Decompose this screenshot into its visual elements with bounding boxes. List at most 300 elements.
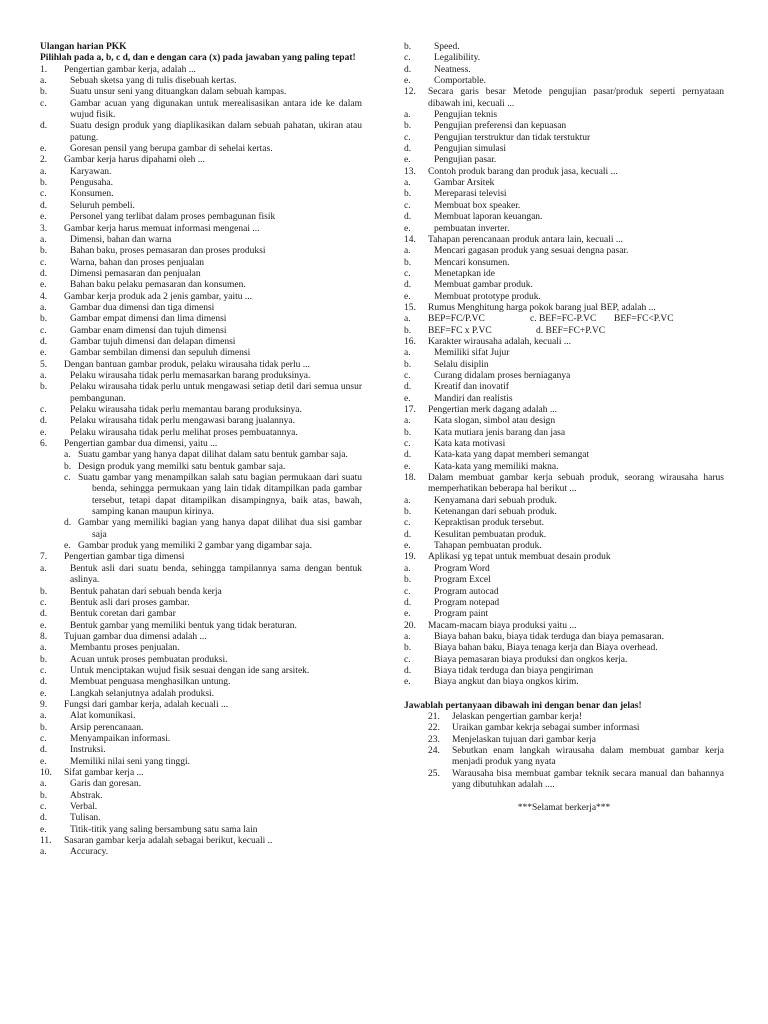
question-stem (404, 473, 724, 496)
answer-option (404, 121, 724, 132)
answer-option (40, 847, 362, 858)
question-number: 20. (404, 620, 416, 631)
option-letter: e. (404, 223, 411, 234)
option-letter: a. (40, 234, 47, 245)
option-text: Personel yang terlibat dalam proses pembagunan fisik (70, 212, 276, 223)
answer-option (40, 813, 362, 824)
essay-text: Sebutkan enam langkah wirausaha dalam membuat gambar kerja menjadi produk yang nyata (452, 745, 724, 768)
option-letter: c. (40, 257, 47, 268)
option-letter: b. (404, 257, 412, 268)
option-letter: e. (404, 76, 411, 87)
option-letter: e. (40, 756, 47, 767)
answer-option (40, 779, 362, 790)
question-stem (40, 836, 362, 847)
option-text: Biaya pemasaran biaya produksi dan ongkos kerja. (434, 654, 628, 665)
option-text: Bentuk gambar yang memiliki bentuk yang tidak beraturan. (70, 620, 297, 631)
answer-option (40, 791, 362, 802)
option-text: Kepraktisan produk tersebut. (434, 518, 545, 529)
answer-option (404, 439, 724, 450)
option-letter: a. (40, 166, 47, 177)
option-letter: b. (404, 575, 412, 586)
answer-option (40, 825, 362, 836)
question-item (40, 65, 362, 156)
answer-option (40, 99, 362, 122)
option-text: Garis dan goresan. (70, 779, 141, 790)
question-text: Tujuan gambar dua dimensi adalah ... (64, 631, 207, 642)
question-number: 5. (40, 359, 48, 370)
option-text: Accuracy. (70, 847, 109, 858)
option-letter: c. (404, 518, 411, 529)
question-text: Gambar kerja produk ada 2 jenis gambar, yaitu ... (64, 291, 252, 302)
question-stem (404, 235, 724, 246)
answer-option (40, 246, 362, 257)
option-text: Biaya tidak terduga dan biaya pengiriman (434, 665, 594, 676)
option-letter: b. (404, 359, 412, 370)
formula-option: c. BEF=FC-P.VC (530, 314, 597, 325)
option-text: Gambar Arsitek (434, 178, 495, 189)
option-letter: b. (40, 382, 48, 393)
option-letter: c. (40, 733, 47, 744)
answer-option (404, 65, 724, 76)
question-item (404, 337, 724, 405)
answer-option (404, 530, 724, 541)
question-text: Dalam membuat gambar kerja sebuah produk, seorang wirausaha harus memperhatikan beberapa hal berikut ... (428, 473, 724, 495)
option-letter: e. (404, 677, 411, 688)
option-text: Gambar dua dimensi dan tiga dimensi (70, 302, 215, 313)
option-text: Mencari gagasan produk yang sesuai dengna pasar. (434, 246, 629, 257)
option-letter: b. (40, 722, 48, 733)
essay-instruction: Jawablah pertanyaan dibawah ini dengan benar dan jelas! (404, 700, 642, 711)
option-letter: b. (404, 42, 412, 52)
option-text: Konsumen. (70, 189, 114, 200)
answer-option (404, 224, 724, 235)
option-text: Mandiri dan realistis (434, 393, 513, 404)
question-number: 18. (404, 473, 416, 484)
option-letter: b. (404, 427, 412, 438)
question-stem (404, 303, 724, 314)
question-text: Gambar kerja harus dipahami oleh ... (64, 155, 205, 166)
answer-option (404, 677, 724, 688)
formula-option: BEF=FC x P.VC (428, 325, 492, 336)
option-letter: c. (404, 439, 411, 450)
option-text: Bentuk asli dari suatu benda, sehingga tampilannya sama dengan bentuk aslinya. (70, 563, 362, 586)
option-letter: b. (40, 654, 48, 665)
answer-option (40, 757, 362, 768)
option-letter: a. (64, 450, 71, 461)
option-text: Abstrak. (70, 790, 103, 801)
question-stem (404, 167, 724, 178)
option-text: Pelaku wirausaha tidak perlu melihat proses pembuatannya. (70, 427, 298, 438)
option-text: Bahan baku, proses pemasaran dan proses produksi (70, 246, 266, 257)
option-letter: d. (404, 144, 412, 155)
essay-item (404, 712, 724, 723)
option-letter: e. (40, 824, 47, 835)
question-text: Tahapan perencanaan produk antara lain, kecuali ... (428, 234, 624, 245)
question-number: 11. (40, 836, 52, 847)
option-letter: c. (404, 654, 411, 665)
answer-option (40, 326, 362, 337)
answer-option (40, 677, 362, 688)
option-letter: a. (40, 563, 47, 574)
option-text: Sebuah sketsa yang di tulis disebuah kertas. (70, 76, 237, 87)
answer-option (40, 201, 362, 212)
answer-option (40, 258, 362, 269)
answer-option (404, 280, 724, 291)
option-letter: b. (404, 507, 412, 518)
question-text: Rumus Menghitung harga pokok barang jual BEP, adalah ... (428, 302, 656, 313)
essay-section (404, 701, 724, 792)
option-text: Kata-kata yang dapat memberi semangat (434, 450, 590, 461)
question-item (40, 155, 362, 223)
option-letter: a. (40, 370, 47, 381)
question-number: 14. (404, 234, 416, 245)
option-letter: a. (40, 779, 47, 790)
right-column (404, 42, 724, 815)
question-text: Pengertian gambar tiga dimensi (64, 552, 185, 563)
option-text: Program Excel (434, 575, 491, 586)
option-letter: d. (404, 212, 412, 223)
option-letter: e. (404, 609, 411, 620)
option-letter: b. (40, 790, 48, 801)
option-letter: a. (404, 416, 411, 427)
option-text: Verbal. (70, 802, 98, 813)
answer-option (404, 144, 724, 155)
option-letter: b. (404, 325, 412, 336)
option-text: Suatu design produk yang diaplikasikan dalam sebuah pahatan, ukiran atau patung. (70, 121, 362, 143)
essay-number: 24. (428, 745, 440, 756)
option-letter: e. (40, 348, 47, 359)
answer-option (404, 564, 724, 575)
option-letter: d. (404, 450, 412, 461)
question-text: Dengan bantuan gambar produk, pelaku wirausaha tidak perlu ... (64, 359, 310, 370)
question-stem (404, 337, 724, 348)
option-letter: c. (404, 268, 411, 279)
answer-option (404, 428, 724, 439)
option-letter: d. (40, 121, 48, 132)
option-text: Membuat laporan keuangan. (434, 212, 543, 223)
formula-option: d. BEF=FC+P.VC (536, 325, 606, 336)
option-text: Selalu disiplin (434, 359, 489, 370)
option-text: Kreatif dan inovatif (434, 382, 509, 393)
answer-option (404, 42, 724, 53)
option-letter: b. (404, 121, 412, 132)
option-letter: e. (40, 688, 47, 699)
answer-option (40, 416, 362, 427)
question-stem (40, 292, 362, 303)
option-letter: d. (40, 200, 48, 211)
option-letter: c. (40, 597, 47, 608)
answer-option (404, 496, 724, 507)
option-text: Neatness. (434, 64, 471, 75)
question-item (404, 405, 724, 473)
option-letter: a. (40, 76, 47, 87)
answer-option (404, 348, 724, 359)
option-letter: a. (40, 302, 47, 313)
option-letter: d. (404, 382, 412, 393)
question-text: Secara garis besar Metode pengujian pasar/produk seperti pernyataan dibawah ini, kecuali ... (428, 87, 724, 109)
option-letter: a. (404, 631, 411, 642)
essay-number: 25. (428, 768, 440, 779)
answer-option (404, 371, 724, 382)
answer-option (404, 201, 724, 212)
answer-option (404, 360, 724, 371)
option-text: Pelaku wirausaha tidak perlu untuk mengawasi setiap detil dari semua unsur pembangunan. (70, 382, 362, 404)
option-text: Program Word (434, 563, 490, 574)
option-letter: b. (404, 189, 412, 200)
option-text: Biaya bahan baku, Biaya tenaga kerja dan Biaya overhead. (434, 643, 658, 654)
option-letter: d. (40, 677, 48, 688)
option-text: Pelaku wirausaha tidak perlu mengawasi barang jualannya. (70, 416, 296, 427)
option-text: Gambar empat dimensi dan lima dimensi (70, 314, 227, 325)
option-text: Membuat gambar produk. (434, 280, 533, 291)
question-stem (404, 621, 724, 632)
question-number: 13. (404, 166, 416, 177)
essay-item (404, 746, 724, 769)
option-text: Kata mutiara jenis barang dan jasa (434, 427, 566, 438)
question-stem (40, 224, 362, 235)
option-letter: d. (64, 518, 72, 529)
essay-number: 22. (428, 723, 440, 734)
exam-title: Ulangan harian PKK (40, 42, 127, 52)
option-letter: c. (40, 98, 47, 109)
option-text: pembuatan inverter. (434, 223, 510, 234)
answer-option (40, 598, 362, 609)
answer-option (404, 632, 724, 643)
option-letter: c. (40, 802, 47, 813)
option-letter: a. (40, 643, 47, 654)
answer-option (40, 473, 362, 518)
question-number: 17. (404, 405, 416, 415)
closing-text: ***Selamat berkerja*** (517, 803, 611, 814)
question-item (404, 87, 724, 166)
option-text: Langkah selanjutnya adalah produksi. (70, 688, 215, 699)
option-letter: b. (404, 643, 412, 654)
option-letter: e. (404, 541, 411, 552)
essay-item (404, 769, 724, 792)
option-text: Design produk yang memilki satu bentuk gambar saja. (78, 461, 286, 472)
option-text: Speed. (434, 42, 460, 52)
answer-option (404, 462, 724, 473)
option-text: Menetapkan ide (434, 268, 495, 279)
answer-option (40, 167, 362, 178)
option-letter: d. (40, 745, 48, 756)
answer-option (40, 144, 362, 155)
answer-option (404, 394, 724, 405)
answer-option (40, 212, 362, 223)
option-letter: b. (40, 178, 48, 189)
option-text: Membuat penguasa menghasilkan untung. (70, 677, 231, 688)
question-list-left (40, 65, 362, 859)
option-text: Memiliki nilai seni yang tinggi. (70, 756, 191, 767)
question-stem (40, 700, 362, 711)
option-text: Mencari konsumen. (434, 257, 510, 268)
answer-option (40, 348, 362, 359)
option-letter: e. (40, 280, 47, 291)
option-text: Program notepad (434, 597, 500, 608)
option-text: Untuk menciptakan wujud fisik sesuai dengan ide sang arsitek. (70, 665, 310, 676)
answer-option (404, 666, 724, 677)
answer-option (40, 745, 362, 756)
question-text: Gambar kerja harus memuat informasi mengenai ... (64, 223, 260, 234)
option-letter: d. (404, 597, 412, 608)
option-text: Pengujian teknis (434, 110, 498, 121)
option-text: Legalibility. (434, 53, 481, 64)
option-text: Biaya bahan baku, biaya tidak terduga dan biaya pemasaran. (434, 631, 665, 642)
answer-option (404, 609, 724, 620)
question-stem (40, 768, 362, 779)
question-number: 3. (40, 223, 48, 234)
option-text: Membuat box speaker. (434, 200, 521, 211)
option-letter: a. (404, 246, 411, 257)
option-letter: c. (404, 132, 411, 143)
question-text: Fungsi dari gambar kerja, adalah kecuali ... (64, 699, 229, 710)
option-text: Dimensi, bahan dan warna (70, 234, 172, 245)
question-number: 8. (40, 631, 48, 642)
answer-option (404, 587, 724, 598)
question-item (40, 632, 362, 700)
question-item (404, 552, 724, 620)
option-letter: b. (40, 586, 48, 597)
answer-option (404, 76, 724, 87)
formula-option: BEF=FC<P.VC (614, 314, 674, 325)
question-text: Macam-macam biaya produksi yaitu ... (428, 620, 577, 631)
option-text: Kata slogan, simbol atau design (434, 416, 556, 427)
answer-option (40, 371, 362, 382)
option-text: Pengujian simulasi (434, 144, 507, 155)
option-text: Membuat prototype produk. (434, 291, 541, 302)
option-text: Acuan untuk proses pembuatan produksi. (70, 654, 228, 665)
answer-option (40, 382, 362, 405)
question-stem (40, 632, 362, 643)
question-number: 9. (40, 699, 48, 710)
answer-option (40, 655, 362, 666)
option-text: Pelaku wirausaha tidak perlu memasarkan barang produksinya. (70, 370, 311, 381)
option-text: Membantu proses penjualan. (70, 643, 180, 654)
answer-option (40, 734, 362, 745)
option-letter: a. (404, 314, 411, 325)
answer-option (40, 121, 362, 144)
answer-option (40, 189, 362, 200)
question-item (40, 439, 362, 552)
answer-option (40, 337, 362, 348)
option-text: Dimensi pemasaran dan penjualan (70, 268, 201, 279)
question-item (40, 552, 362, 631)
question-text: Karakter wirausaha adalah, kecuali ... (428, 336, 571, 347)
essay-number: 23. (428, 734, 440, 745)
answer-option (40, 87, 362, 98)
option-text: Curang didalam proses berniaganya (434, 370, 571, 381)
option-text: Gambar yang memiliki bagian yang hanya dapat dilihat dua sisi gambar saja (78, 518, 362, 540)
question-text: Contoh produk barang dan produk jasa, kecuali ... (428, 166, 618, 177)
option-text: Titik-titik yang saling bersambung satu sama lain (70, 824, 258, 835)
question-number: 4. (40, 291, 48, 302)
option-letter: c. (40, 325, 47, 336)
essay-text: Jelaskan pengertian gambar kerja! (452, 711, 583, 722)
answer-option (404, 643, 724, 654)
answer-option (404, 507, 724, 518)
option-letter: d. (404, 529, 412, 540)
exam-instruction: Pilihlah pada a, b, c d, dan e dengan cara (x) pada jawaban yang paling tepat! (40, 53, 356, 64)
answer-option (404, 575, 724, 586)
option-letter: c. (64, 473, 71, 484)
option-text: Goresan pensil yang berupa gambar di sehelai kertas. (70, 144, 273, 155)
question-text: Pengertian gambar dua dimensi, yaitu ... (64, 439, 218, 450)
option-letter: c. (404, 586, 411, 597)
option-text: Biaya angkut dan biaya ongkos kirim. (434, 677, 579, 688)
question-item (404, 235, 724, 303)
option-text: Ketenangan dari sebuah produk. (434, 507, 557, 518)
question-text: Sasaran gambar kerja adalah sebagai berikut, kecuali .. (64, 836, 273, 847)
question-item (404, 167, 724, 235)
question-item (40, 836, 362, 859)
option-letter: d. (40, 609, 48, 620)
question-text: Sifat gambar kerja ... (64, 768, 144, 778)
option-text: Pelaku wirausaha tidak perlu memantau barang produksinya. (70, 405, 302, 415)
question-item (404, 303, 724, 337)
option-text: Memiliki sifat Jujur (434, 348, 510, 359)
question-text: Pengertian gambar kerja, adalah ... (64, 64, 196, 75)
option-letter: e. (64, 541, 71, 552)
question-item (40, 292, 362, 360)
option-text: Kata-kata yang memiliki makna. (434, 461, 559, 472)
essay-number: 21. (428, 711, 440, 722)
option-letter: a. (404, 110, 411, 121)
answer-option (40, 405, 362, 416)
option-text: Warna, bahan dan proses penjualan (70, 257, 205, 268)
question-stem (404, 552, 724, 563)
question-stem (40, 439, 362, 450)
question-stem (404, 87, 724, 110)
option-text: Instruksi. (70, 745, 106, 756)
option-letter: d. (404, 665, 412, 676)
answer-option (404, 212, 724, 223)
answer-option (404, 189, 724, 200)
answer-option (404, 292, 724, 303)
option-letter: e. (40, 620, 47, 631)
answer-option (40, 609, 362, 620)
option-text: Mereparasi televisi (434, 189, 507, 200)
option-text: Pengujian preferensi dan kepuasan (434, 121, 567, 132)
option-letter: e. (404, 291, 411, 302)
option-letter: d. (40, 268, 48, 279)
option-letter: e. (40, 212, 47, 223)
question-number: 1. (40, 64, 48, 75)
answer-option (40, 280, 362, 291)
question-item (40, 700, 362, 768)
answer-option (40, 689, 362, 700)
answer-option (40, 303, 362, 314)
answer-option (40, 235, 362, 246)
option-text: Bentuk coretan dari gambar (70, 609, 176, 620)
answer-option (404, 416, 724, 427)
option-text: Comportable. (434, 76, 486, 87)
question-stem (40, 65, 362, 76)
answer-option (404, 518, 724, 529)
answer-option (40, 314, 362, 325)
question-stem (40, 360, 362, 371)
answer-option (404, 269, 724, 280)
option-text: Kesulitan pembuatan produk. (434, 529, 547, 540)
answer-option (40, 76, 362, 87)
option-letter: a. (404, 563, 411, 574)
option-text: Pengusaha. (70, 178, 114, 189)
question-list-right (404, 87, 724, 688)
answer-option (404, 246, 724, 257)
option-letter: b. (64, 461, 72, 472)
answer-option (40, 666, 362, 677)
option-letter: d. (404, 64, 412, 75)
answer-option (40, 428, 362, 439)
